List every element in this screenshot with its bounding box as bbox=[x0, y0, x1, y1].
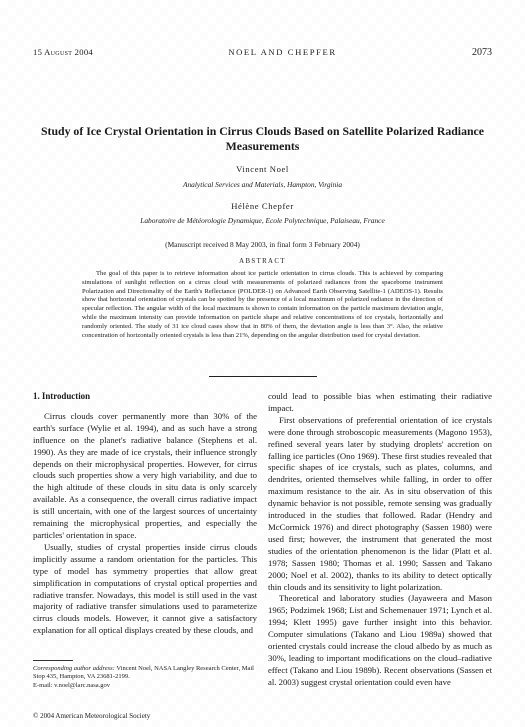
abstract-heading: ABSTRACT bbox=[239, 258, 286, 265]
section-divider bbox=[209, 376, 317, 377]
paragraph: Usually, studies of crystal properties inside cirrus clouds implicitly assume a random orientation for the particles. This type of model has symmetry properties that allow great simplification in computations of crystal optical properties and radiative transfer. Nowadays, this model is still used in the vast majority of radiative transfer simulations used to parameterize cirrus clouds models. However, it cannot give a satisfactory explanation for all optical displays created by these clouds, and bbox=[33, 541, 257, 636]
copyright-notice: © 2004 American Meteorological Society bbox=[33, 712, 151, 720]
footnote-rule bbox=[33, 660, 73, 661]
author-affiliation-1: Analytical Services and Materials, Hampton, Virginia bbox=[182, 180, 343, 189]
footnote-label: Corresponding author address: bbox=[33, 665, 115, 672]
paragraph: Cirrus clouds cover permanently more than 30% of the earth's surface (Wylie et al. 1994), and as such have a strong influence on the planet's radiative balance (Stephens et al. 1990). As they are made of ice crystals, their influence strongly depends on their microphysical properties. However, for cirrus clouds such properties show a very high variability, and due to the high altitude of these clouds in situ data is only scarcely available. As a consequence, the overall cirrus radiative impact is still uncertain, with one of the largest sources of uncertainty remaining the microphysical properties, and especially the particles' orientation in space. bbox=[33, 410, 257, 540]
author-affiliation-2: Laboratoire de Météorologie Dynamique, Ecole Polytechnique, Palaiseau, France bbox=[140, 216, 385, 225]
paragraph: First observations of preferential orientation of ice crystals were done through stroboscopic measurements (Magono 1953), refined several years later by studying droplets' accretion on falling ice particles (Ono 1969). These first studies revealed that specific shapes of ice crystals, such as plates, columns, and dendrites, oriented themselves while falling, in order to offer maximum resistance to the air. As in situ observation of this dynamic behavior is not possible, remote sensing was gradually introduced in the studies that followed. Radar (Hendry and McCormick 1976) and direct photography (Sassen 1980) were used first; however, the instrument that generated the most studies of the orientation phenomenon is the lidar (Platt et al. 1978; Sassen 1980; Thomas et al. 1990; Sassen and Takano 2000; Noel et al. 2002), thanks to its ability to detect optically thin clouds and its sensitivity to light polarization. bbox=[268, 414, 492, 592]
left-column bbox=[33, 391, 257, 637]
manuscript-dates: (Manuscript received 8 May 2003, in final form 3 February 2004) bbox=[165, 240, 360, 249]
header-authors: NOEL AND CHEPFER bbox=[228, 47, 337, 57]
section-heading: 1. Introduction bbox=[33, 391, 91, 401]
footnote-email: E-mail: v.noel@larc.nasa.gov bbox=[33, 681, 111, 689]
right-column bbox=[268, 391, 492, 689]
author-name-1: Vincent Noel bbox=[236, 164, 289, 174]
author-name-2: Hélène Chepfer bbox=[231, 201, 294, 211]
abstract-text: The goal of this paper is to retrieve information about ice particle orientation in cirrus clouds. This is achieved by comparing simulations of sunlight reflection on a cirrus cloud with measurements of polarized radiances from the spaceborne instrument Polarization and Directionality of the Earth's Reflectance (POLDER-1) on Advanced Earth Observing Satellite-1 (ADEOS-1). Results show that horizontal orientation of crystals can be spotted by the presence of a local maximum of polarized radiance in the direction of specular reflection. The angular width of the local maximum is shown to contain information on the particle maximum deviation angle, while the maximum intensity can provide information on particle shape and relative concentrations of ice crystals, horizontally and randomly oriented. The study of 31 ice cloud cases show that in 80% of them, the deviation angle is less than 3°. Also, the relative concentration of horizontally oriented crystals is less than 21%, depending on the angular distribution used for crystal deviation. bbox=[82, 270, 443, 339]
paper-title: Study of Ice Crystal Orientation in Cirrus Clouds Based on Satellite Polarized Radiance Measurements bbox=[40, 124, 485, 153]
footnote-text: Vincent Noel, NASA Langley Research Center, Mail Stop 435, Hampton, VA 23681-2199. bbox=[33, 665, 254, 681]
paragraph: Theoretical and laboratory studies (Jayaweera and Mason 1965; Podzimek 1968; List and Schemenauer 1971; Lynch et al. 1994; Klett 1995) gave further insight into this behavior. Computer simulations (Takano and Liou 1989a) showed that oriented crystals could increase the cloud albedo by as much as 30%, leading to important modifications on the cloud–radiative effect (Takano and Liou 1989b). Recent observations (Sassen et al. 2003) suggest crystal orientation could even have bbox=[268, 593, 492, 687]
page-number: 2073 bbox=[471, 47, 492, 58]
header-date: 15 August 2004 bbox=[33, 47, 94, 57]
paragraph: could lead to possible bias when estimating their radiative impact. bbox=[268, 391, 492, 413]
footnote bbox=[33, 665, 263, 690]
running-header bbox=[33, 47, 492, 58]
